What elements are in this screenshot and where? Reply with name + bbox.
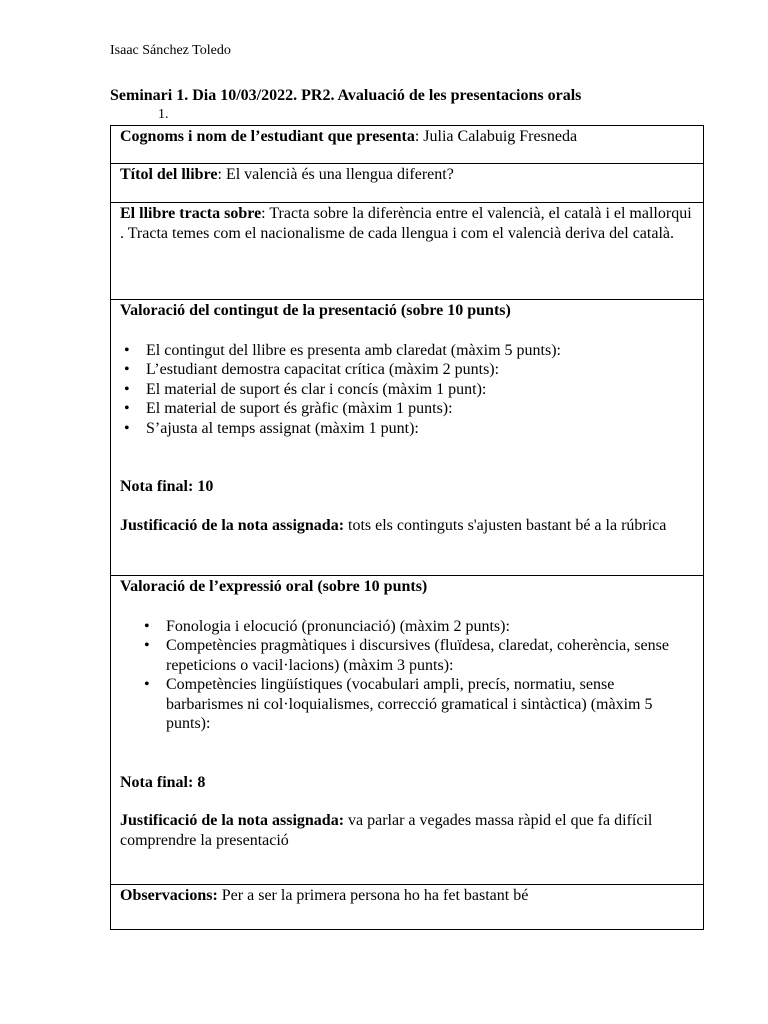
content-eval-cell: [111, 300, 704, 576]
oral-justification-text: va parlar a vegades massa ràpid el que fa difícil comprendre la presentació: [120, 812, 653, 849]
list-item: • S’ajusta al temps assignat (màxim 1 punt):: [146, 419, 694, 439]
evaluation-form: [110, 125, 704, 930]
list-item: • El material de suport és clar i concís (màxim 1 punt):: [146, 380, 694, 400]
oral-final-grade: [120, 773, 694, 793]
list-item: • Competències lingüístiques (vocabulari ampli, precís, normatiu, sense barbarismes ni col·loquialismes, correcció gramatical i sintàctica) (màxim 5 punts):: [166, 675, 694, 734]
content-eval-title: Valoració del contingut de la presentació (sobre 10 punts): [120, 302, 511, 319]
content-eval-row: [111, 300, 704, 576]
list-item: • Competències pragmàtiques i discursives (fluïdesa, claredat, coherència, sense repeticions o vacil·lacions) (màxim 3 punts):: [166, 636, 694, 675]
observations-row: [111, 885, 704, 930]
student-label: Cognoms i nom de l’estudiant que presenta: [120, 128, 415, 145]
content-final-label: Nota final:: [120, 478, 194, 495]
content-justification-label: Justificació de la nota assignada:: [120, 516, 345, 534]
oral-justification-label: Justificació de la nota assignada:: [120, 812, 345, 829]
oral-final-value: 8: [197, 773, 206, 791]
student-row: [111, 126, 704, 164]
book-title-cell: Títol del llibre: El valencià és una llengua diferent?: [111, 164, 704, 203]
oral-justification: [120, 811, 694, 850]
book-about-row: [111, 203, 704, 300]
book-about-value: Tracta sobre la diferència entre el valencià, el català i el mallorqui . Tracta temes com el nacionalisme de cada llengua i com el valencià deriva del català.: [120, 205, 692, 242]
author-name: Isaac Sánchez Toledo: [110, 43, 231, 58]
oral-eval-cell: [111, 576, 704, 885]
content-justification-text: tots els continguts s'ajusten bastant bé a la rúbrica: [348, 516, 667, 534]
oral-eval-title: Valoració de l’expressió oral (sobre 10 punts): [120, 578, 428, 595]
observations-label: Observacions:: [120, 887, 218, 904]
list-item: • L’estudiant demostra capacitat crítica (màxim 2 punts):: [146, 360, 694, 380]
list-number: 1.: [158, 107, 169, 122]
list-item: • El contingut del llibre es presenta amb claredat (màxim 5 punts):: [146, 341, 694, 361]
book-about-label: El llibre tracta sobre: [120, 205, 262, 222]
page-title: Seminari 1. Dia 10/03/2022. PR2. Avaluació de les presentacions orals: [110, 87, 582, 104]
list-item: • El material de suport és gràfic (màxim 1 punts):: [146, 399, 694, 419]
student-value: Julia Calabuig Fresneda: [423, 128, 578, 145]
book-title-label: Títol del llibre: [120, 166, 218, 183]
content-final-value: 10: [197, 478, 214, 495]
book-title-value: El valencià és una llengua diferent?: [225, 166, 454, 183]
student-cell: Cognoms i nom de l’estudiant que presenta: Julia Calabuig Fresneda: [111, 126, 704, 164]
observations-cell: [111, 885, 704, 930]
oral-criteria-list: [120, 617, 694, 734]
content-criteria-list: [120, 341, 694, 439]
content-justification: [120, 516, 694, 536]
book-about-cell: El llibre tracta sobre: Tracta sobre la diferència entre el valencià, el català i el mallorqui . Tracta temes com el nacionalisme de cada llengua i com el valencià deriva del català.: [111, 203, 704, 300]
book-title-row: [111, 164, 704, 203]
content-final-grade: [120, 477, 694, 497]
oral-eval-row: [111, 576, 704, 885]
list-item: • Fonologia i elocució (pronunciació) (màxim 2 punts):: [166, 617, 694, 637]
observations-value: Per a ser la primera persona ho ha fet bastant bé: [221, 887, 529, 904]
oral-final-label: Nota final:: [120, 773, 194, 791]
